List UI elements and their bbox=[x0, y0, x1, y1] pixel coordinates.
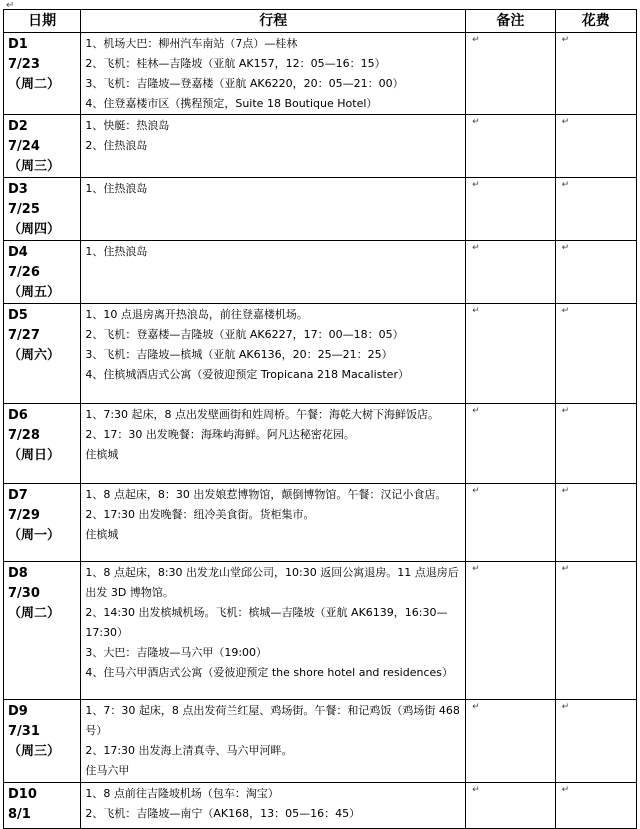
table-row bbox=[4, 562, 637, 700]
cell-mark: ↵ bbox=[472, 117, 480, 127]
day-date: 7/27 bbox=[8, 328, 40, 343]
itinerary-line: 4、住槟城酒店式公寓（爱彼迎预定 Tropicana 218 Macalister） bbox=[85, 368, 409, 381]
cell-mark: ↵ bbox=[561, 243, 570, 253]
header-row bbox=[4, 10, 637, 33]
itinerary-line: 2、17：30 出发晚餐：海珠屿海鲜。阿凡达秘密花园。 bbox=[85, 428, 355, 441]
itinerary-line: 住槟城 bbox=[85, 528, 119, 541]
date-cell bbox=[4, 241, 81, 304]
header-cost: 花费 bbox=[555, 10, 636, 33]
cell-mark: ↵ bbox=[472, 702, 480, 712]
cost-cell bbox=[555, 33, 636, 115]
cost-cell bbox=[555, 484, 636, 562]
itinerary-cell bbox=[81, 484, 466, 562]
itinerary-line: 2、14:30 出发槟城机场。飞机：槟城—吉隆坡（亚航 AK6139，16:30—17:30） bbox=[85, 606, 448, 639]
table-row bbox=[4, 33, 637, 115]
day-date: 7/31 bbox=[8, 724, 40, 739]
itinerary-line: 1、8 点前往吉隆坡机场（包车：淘宝） bbox=[85, 787, 279, 800]
itinerary-table bbox=[3, 9, 637, 829]
table-row bbox=[4, 304, 637, 404]
cost-cell bbox=[555, 700, 636, 783]
itinerary-line: 3、大巴：吉隆坡—马六甲（19:00） bbox=[85, 646, 268, 659]
date-cell bbox=[4, 404, 81, 484]
itinerary-cell bbox=[81, 115, 466, 178]
cell-mark: ↵ bbox=[561, 486, 570, 496]
day-date: 7/25 bbox=[8, 202, 40, 217]
date-cell bbox=[4, 178, 81, 241]
table-row bbox=[4, 178, 637, 241]
itinerary-cell bbox=[81, 404, 466, 484]
cell-mark: ↵ bbox=[561, 702, 570, 712]
cell-mark: ↵ bbox=[561, 35, 570, 45]
itinerary-line: 4、住登嘉楼市区（携程预定，Suite 18 Boutique Hotel） bbox=[85, 97, 378, 110]
cost-cell bbox=[555, 115, 636, 178]
cost-cell bbox=[555, 562, 636, 700]
day-date: 7/26 bbox=[8, 265, 40, 280]
notes-cell bbox=[466, 484, 555, 562]
cell-mark: ↵ bbox=[561, 785, 570, 795]
day-date: 7/28 bbox=[8, 428, 40, 443]
table-row bbox=[4, 115, 637, 178]
paragraph-mark: ↵ bbox=[6, 0, 15, 11]
itinerary-cell bbox=[81, 700, 466, 783]
table-row bbox=[4, 700, 637, 783]
cost-cell bbox=[555, 178, 636, 241]
day-weekday: （周四） bbox=[8, 222, 61, 237]
cost-cell bbox=[555, 241, 636, 304]
itinerary-cell bbox=[81, 562, 466, 700]
cost-cell bbox=[555, 783, 636, 829]
day-number: D6 bbox=[8, 408, 28, 423]
day-date: 8/1 bbox=[8, 807, 31, 822]
day-number: D10 bbox=[8, 787, 37, 802]
date-cell bbox=[4, 484, 81, 562]
cell-mark: ↵ bbox=[561, 564, 570, 574]
cell-mark: ↵ bbox=[561, 180, 570, 190]
itinerary-cell bbox=[81, 33, 466, 115]
notes-cell bbox=[466, 404, 555, 484]
notes-cell bbox=[466, 304, 555, 404]
date-cell bbox=[4, 700, 81, 783]
day-date: 7/29 bbox=[8, 508, 40, 523]
itinerary-line: 2、17:30 出发晚餐：纽冷美食街。货柜集市。 bbox=[85, 508, 315, 521]
date-cell bbox=[4, 115, 81, 178]
cost-cell bbox=[555, 304, 636, 404]
day-number: D5 bbox=[8, 308, 28, 323]
cost-cell bbox=[555, 404, 636, 484]
header-notes: 备注 bbox=[466, 10, 555, 33]
cell-mark: ↵ bbox=[561, 306, 570, 316]
date-cell bbox=[4, 783, 81, 829]
itinerary-line: 1、7:30 起床，8 点出发壁画街和姓周桥。午餐：海乾大树下海鲜饭店。 bbox=[85, 408, 440, 421]
day-weekday: （周六） bbox=[8, 348, 61, 363]
day-weekday: （周三） bbox=[8, 159, 61, 174]
itinerary-line: 1、7：30 起床，8 点出发荷兰红屋、鸡场街。午餐：和记鸡饭（鸡场街 468 号） bbox=[85, 704, 460, 737]
cell-mark: ↵ bbox=[472, 243, 480, 253]
day-weekday: （周一） bbox=[8, 528, 61, 543]
itinerary-line: 1、8 点起床，8：30 出发娘惹博物馆，颠倒博物馆。午餐：汉记小食店。 bbox=[85, 488, 447, 501]
day-number: D4 bbox=[8, 245, 28, 260]
date-cell bbox=[4, 304, 81, 404]
day-date: 7/24 bbox=[8, 139, 40, 154]
itinerary-cell bbox=[81, 241, 466, 304]
itinerary-cell bbox=[81, 178, 466, 241]
notes-cell bbox=[466, 178, 555, 241]
cell-mark: ↵ bbox=[472, 564, 480, 574]
date-cell bbox=[4, 562, 81, 700]
notes-cell bbox=[466, 241, 555, 304]
notes-cell bbox=[466, 562, 555, 700]
itinerary-line: 2、飞机：桂林—吉隆坡（亚航 AK157，12：05—16：15） bbox=[85, 57, 386, 70]
cell-mark: ↵ bbox=[472, 35, 480, 45]
day-number: D3 bbox=[8, 182, 28, 197]
cell-mark: ↵ bbox=[472, 785, 480, 795]
notes-cell bbox=[466, 115, 555, 178]
cell-mark: ↵ bbox=[561, 117, 570, 127]
day-number: D9 bbox=[8, 704, 28, 719]
itinerary-line: 1、8 点起床，8:30 出发龙山堂邱公司，10:30 返回公寓退房。11 点退房后出发 3D 博物馆。 bbox=[85, 566, 459, 599]
table-row bbox=[4, 241, 637, 304]
header-date: 日期 bbox=[4, 10, 81, 33]
day-weekday: （周二） bbox=[8, 606, 61, 621]
table-row bbox=[4, 783, 637, 829]
table-row bbox=[4, 404, 637, 484]
table-row bbox=[4, 484, 637, 562]
day-weekday: （周二） bbox=[8, 77, 61, 92]
header-itinerary: 行程 bbox=[81, 10, 466, 33]
cell-mark: ↵ bbox=[472, 486, 480, 496]
itinerary-line: 1、快艇：热浪岛 bbox=[85, 119, 170, 132]
itinerary-line: 1、机场大巴：柳州汽车南站（7点）—桂林 bbox=[85, 37, 298, 50]
day-weekday: （周五） bbox=[8, 285, 61, 300]
day-date: 7/30 bbox=[8, 586, 40, 601]
date-cell bbox=[4, 33, 81, 115]
cell-mark: ↵ bbox=[472, 180, 480, 190]
itinerary-line: 1、住热浪岛 bbox=[85, 245, 148, 258]
itinerary-line: 3、飞机：吉隆坡—登嘉楼（亚航 AK6220，20：05—21：00） bbox=[85, 77, 404, 90]
day-number: D1 bbox=[8, 37, 28, 52]
cell-mark: ↵ bbox=[561, 406, 570, 416]
itinerary-line: 3、飞机：吉隆坡—槟城（亚航 AK6136，20：25—21：25） bbox=[85, 348, 393, 361]
day-weekday: （周日） bbox=[8, 448, 61, 463]
day-number: D7 bbox=[8, 488, 28, 503]
itinerary-line: 住马六甲 bbox=[85, 764, 130, 777]
cell-mark: ↵ bbox=[472, 306, 480, 316]
notes-cell bbox=[466, 33, 555, 115]
notes-cell bbox=[466, 700, 555, 783]
day-number: D8 bbox=[8, 566, 28, 581]
itinerary-line: 2、飞机：登嘉楼—吉隆坡（亚航 AK6227，17：00—18：05） bbox=[85, 328, 404, 341]
itinerary-line: 4、住马六甲酒店式公寓（爱彼迎预定 the shore hotel and residences） bbox=[85, 666, 454, 679]
itinerary-cell bbox=[81, 304, 466, 404]
itinerary-line: 2、住热浪岛 bbox=[85, 139, 148, 152]
day-number: D2 bbox=[8, 119, 28, 134]
cell-mark: ↵ bbox=[472, 406, 480, 416]
itinerary-line: 2、飞机：吉隆坡—南宁（AK168，13：05—16：45） bbox=[85, 807, 361, 820]
itinerary-line: 1、住热浪岛 bbox=[85, 182, 148, 195]
itinerary-cell bbox=[81, 783, 466, 829]
day-date: 7/23 bbox=[8, 57, 40, 72]
itinerary-line: 1、10 点退房离开热浪岛，前往登嘉楼机场。 bbox=[85, 308, 308, 321]
itinerary-line: 2、17:30 出发海上清真寺、马六甲河畔。 bbox=[85, 744, 293, 757]
notes-cell bbox=[466, 783, 555, 829]
itinerary-line: 住槟城 bbox=[85, 448, 119, 461]
day-weekday: （周三） bbox=[8, 744, 61, 759]
